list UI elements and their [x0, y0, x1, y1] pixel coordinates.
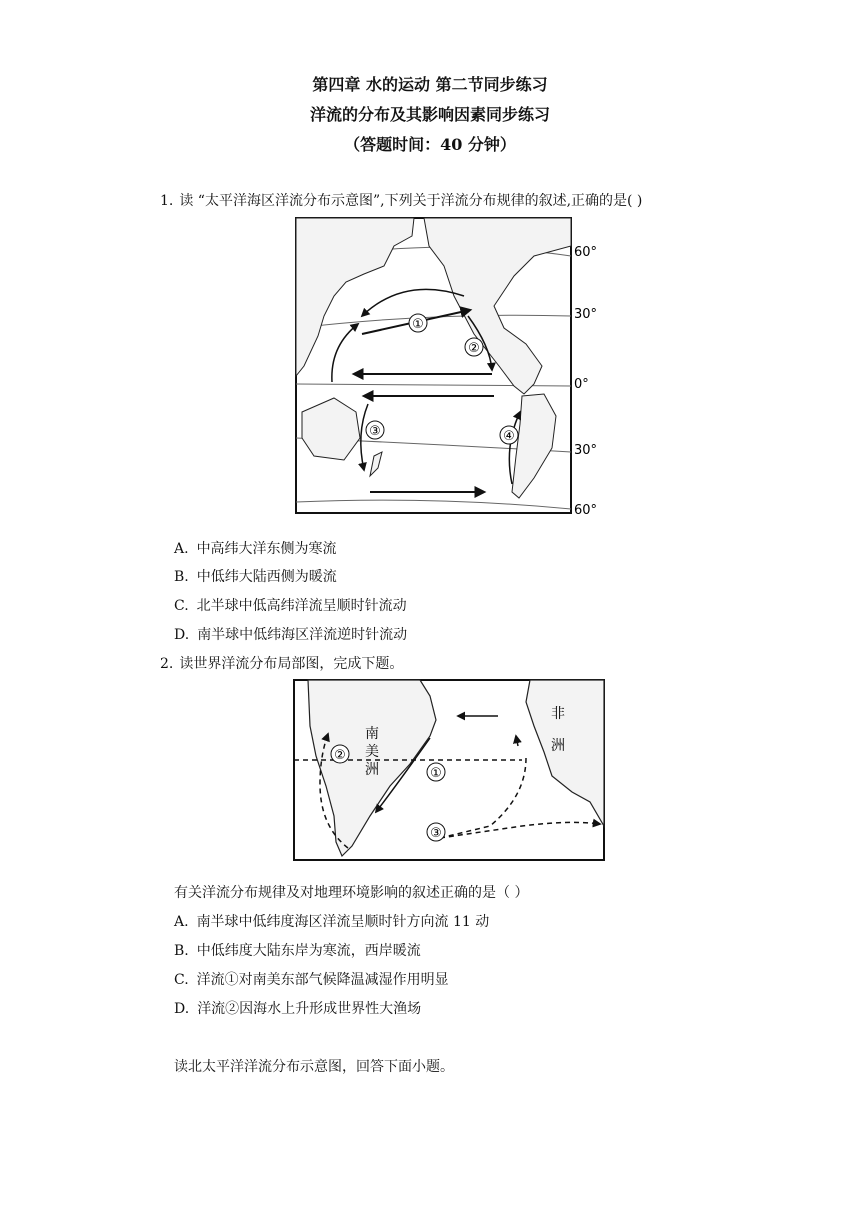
label-af-1: 非	[551, 706, 565, 722]
q2-stem	[160, 653, 403, 673]
q1-option-a: A. 中高纬大洋东侧为寒流	[174, 541, 337, 557]
lat-label-30n: 30°	[574, 307, 598, 322]
south-atlantic-currents-map	[290, 676, 608, 868]
marker-3	[366, 421, 384, 439]
marker-2	[465, 338, 483, 356]
q2-option-d: D. 洋流②因海水上升形成世界性大渔场	[174, 1001, 422, 1017]
q1-option-b: B. 中低纬大陆西侧为暖流	[174, 569, 337, 585]
svg-text:②: ②	[334, 748, 346, 763]
pacific-currents-map	[294, 216, 584, 516]
label-sa-2: 美	[365, 744, 379, 760]
q3-intro: 读北太平洋洋流分布示意图，回答下面小题。	[174, 1059, 454, 1075]
q1-stem-text: 读 “太平洋海区洋流分布示意图”,下列关于洋流分布规律的叙述,正确的是( )	[179, 193, 643, 209]
q1-number: 1.	[160, 193, 174, 209]
label-sa-1: 南	[365, 726, 379, 742]
q2-option-a: A. 南半球中低纬度海区洋流呈顺时针方向流 11 动	[174, 914, 490, 930]
q1-option-c: C. 北半球中低高纬洋流呈顺时针流动	[174, 598, 407, 614]
svg-text:③: ③	[369, 424, 381, 439]
svg-text:②: ②	[468, 341, 480, 356]
label-af-2: 洲	[551, 738, 565, 754]
q2-number: 2.	[160, 656, 174, 672]
lat-label-60s: 60°	[574, 503, 598, 518]
lat-label-0: 0°	[574, 377, 589, 392]
lat-label-30s: 30°	[574, 443, 598, 458]
exercise-subtitle: 洋流的分布及其影响因素同步练习	[309, 105, 550, 124]
q1-stem	[160, 190, 642, 210]
svg-text:①: ①	[430, 766, 442, 781]
time-note: （答题时间：40 分钟）	[344, 135, 516, 154]
q2-option-c: C. 洋流①对南美东部气候降温减湿作用明显	[174, 972, 449, 988]
q2-stem-text: 读世界洋流分布局部图，完成下题。	[179, 656, 404, 672]
q1-option-d: D. 南半球中低纬海区洋流逆时针流动	[174, 627, 408, 643]
marker-4	[500, 426, 518, 444]
svg-text:①: ①	[412, 317, 424, 332]
map2-marker-3	[427, 823, 445, 841]
lat-label-60n: 60°	[574, 245, 598, 260]
label-sa-3: 洲	[365, 762, 379, 778]
latitude-labels	[572, 236, 612, 526]
svg-text:④: ④	[503, 429, 515, 444]
q2-question: 有关洋流分布规律及对地理环境影响的叙述正确的是（ ）	[174, 885, 529, 901]
marker-1	[409, 314, 427, 332]
q2-option-b: B. 中低纬度大陆东岸为寒流，西岸暖流	[174, 943, 421, 959]
map2-marker-2	[331, 745, 349, 763]
map2-marker-1	[427, 763, 445, 781]
chapter-title: 第四章 水的运动 第二节同步练习	[312, 75, 548, 94]
svg-text:③: ③	[430, 826, 442, 841]
